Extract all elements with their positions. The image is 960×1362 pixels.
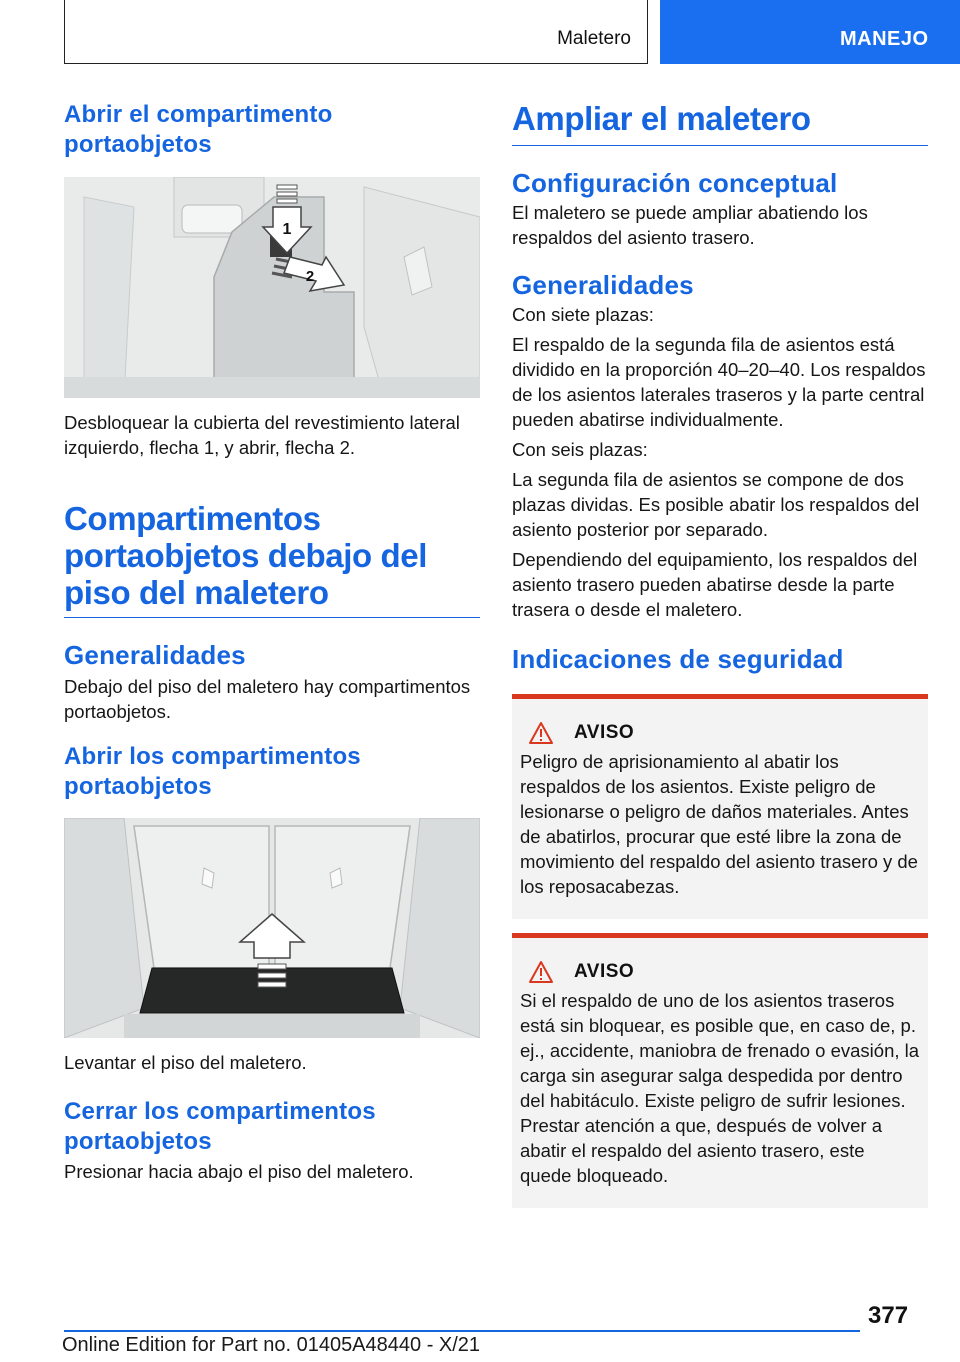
warning-triangle-icon [528,960,554,984]
warning-text-2: Si el respaldo de uno de los asientos traseros está sin bloquear, es posible que, en caso de, p. ej., accidente, maniobra de frenado o evasión, la carga sin asegurar salga despedida por dentro del habitáculo. Existe peligro de sufrir lesiones. Prestar atención a que, después de volver a abatir el respaldo del asiento trasero, este quede bloqueado. [520,990,920,1186]
text-seven-seats-detail: El respaldo de la segunda fila de asientos está dividido en la proporción 40–20–40. Los respaldos de los asientos laterales traseros y la parte central pueden abatirse individualmente. [512,334,926,430]
trunk-floor-illustration [64,818,480,1038]
heading-conceptual-config: Configuración conceptual [512,168,838,198]
page-number: 377 [868,1302,909,1329]
left-column [64,100,480,1184]
heading-open-side-compartment: Abrir el compartimento portaobjetos [64,101,333,158]
heading-generalities-right: Generalidades [512,270,694,300]
text-generalities-left: Debajo del piso del maletero hay compartimentos portaobjetos. [64,676,471,722]
warning-text-1: Peligro de aprisionamiento al abatir los respaldos de los asientos. Existe peligro de lesionarse o peligro de daños materiales. Antes de abatirlos, procurar que esté libre la zona de movimiento del respaldo del asiento trasero y de los reposacabezas. [520,751,918,897]
arrow-label-1: 1 [282,221,292,238]
side-compartment-illustration [64,177,480,398]
heading-floor-compartments: Compartimentos portaobjetos debajo del piso del maletero [64,500,480,618]
figure-side-compartment [64,177,480,398]
text-conceptual-config: El maletero se puede ampliar abatiendo los respaldos del asiento trasero. [512,202,868,248]
heading-close-compartments: Cerrar los compartimentos portaobjetos [64,1098,376,1155]
heading-expand-trunk: Ampliar el maletero [512,100,928,146]
arrow-label-2: 2 [305,268,315,285]
heading-generalities-left: Generalidades [64,640,246,670]
caption-side-compartment: Desbloquear la cubierta del revestimiento lateral izquierdo, flecha 1, y abrir, flecha 2. [64,412,460,458]
warning-title-1: AVISO [574,722,635,743]
text-six-seats: Con seis plazas: [512,439,648,460]
warning-triangle-icon [528,721,554,745]
text-seven-seats: Con siete plazas: [512,304,654,325]
text-close-compartments: Presionar hacia abajo el piso del maletero. [64,1161,414,1182]
heading-open-compartments: Abrir los compartimentos portaobjetos [64,743,361,800]
warning-title-2: AVISO [574,961,635,982]
figure-trunk-floor [64,818,480,1038]
right-column [512,100,928,1208]
text-six-seats-detail: La segunda fila de asientos se compone de dos plazas dividas. Es posible abatir los respaldos del asiento posterior por separado. [512,469,920,540]
footer-divider [64,1330,860,1332]
text-equipment: Dependiendo del equipamiento, los respaldos del asiento trasero pueden abatirse desde la parte trasera o desde el maletero. [512,549,918,620]
section-title: Maletero [557,28,631,49]
heading-safety-notes: Indicaciones de seguridad [512,644,844,674]
header-section-box [64,0,648,64]
warning-box-2 [512,933,928,1208]
footer-edition: Online Edition for Part no. 01405A48440 - X/21 [62,1334,481,1356]
warning-box-1 [512,694,928,919]
caption-trunk-floor: Levantar el piso del maletero. [64,1052,307,1073]
chapter-tab: MANEJO [660,0,960,64]
